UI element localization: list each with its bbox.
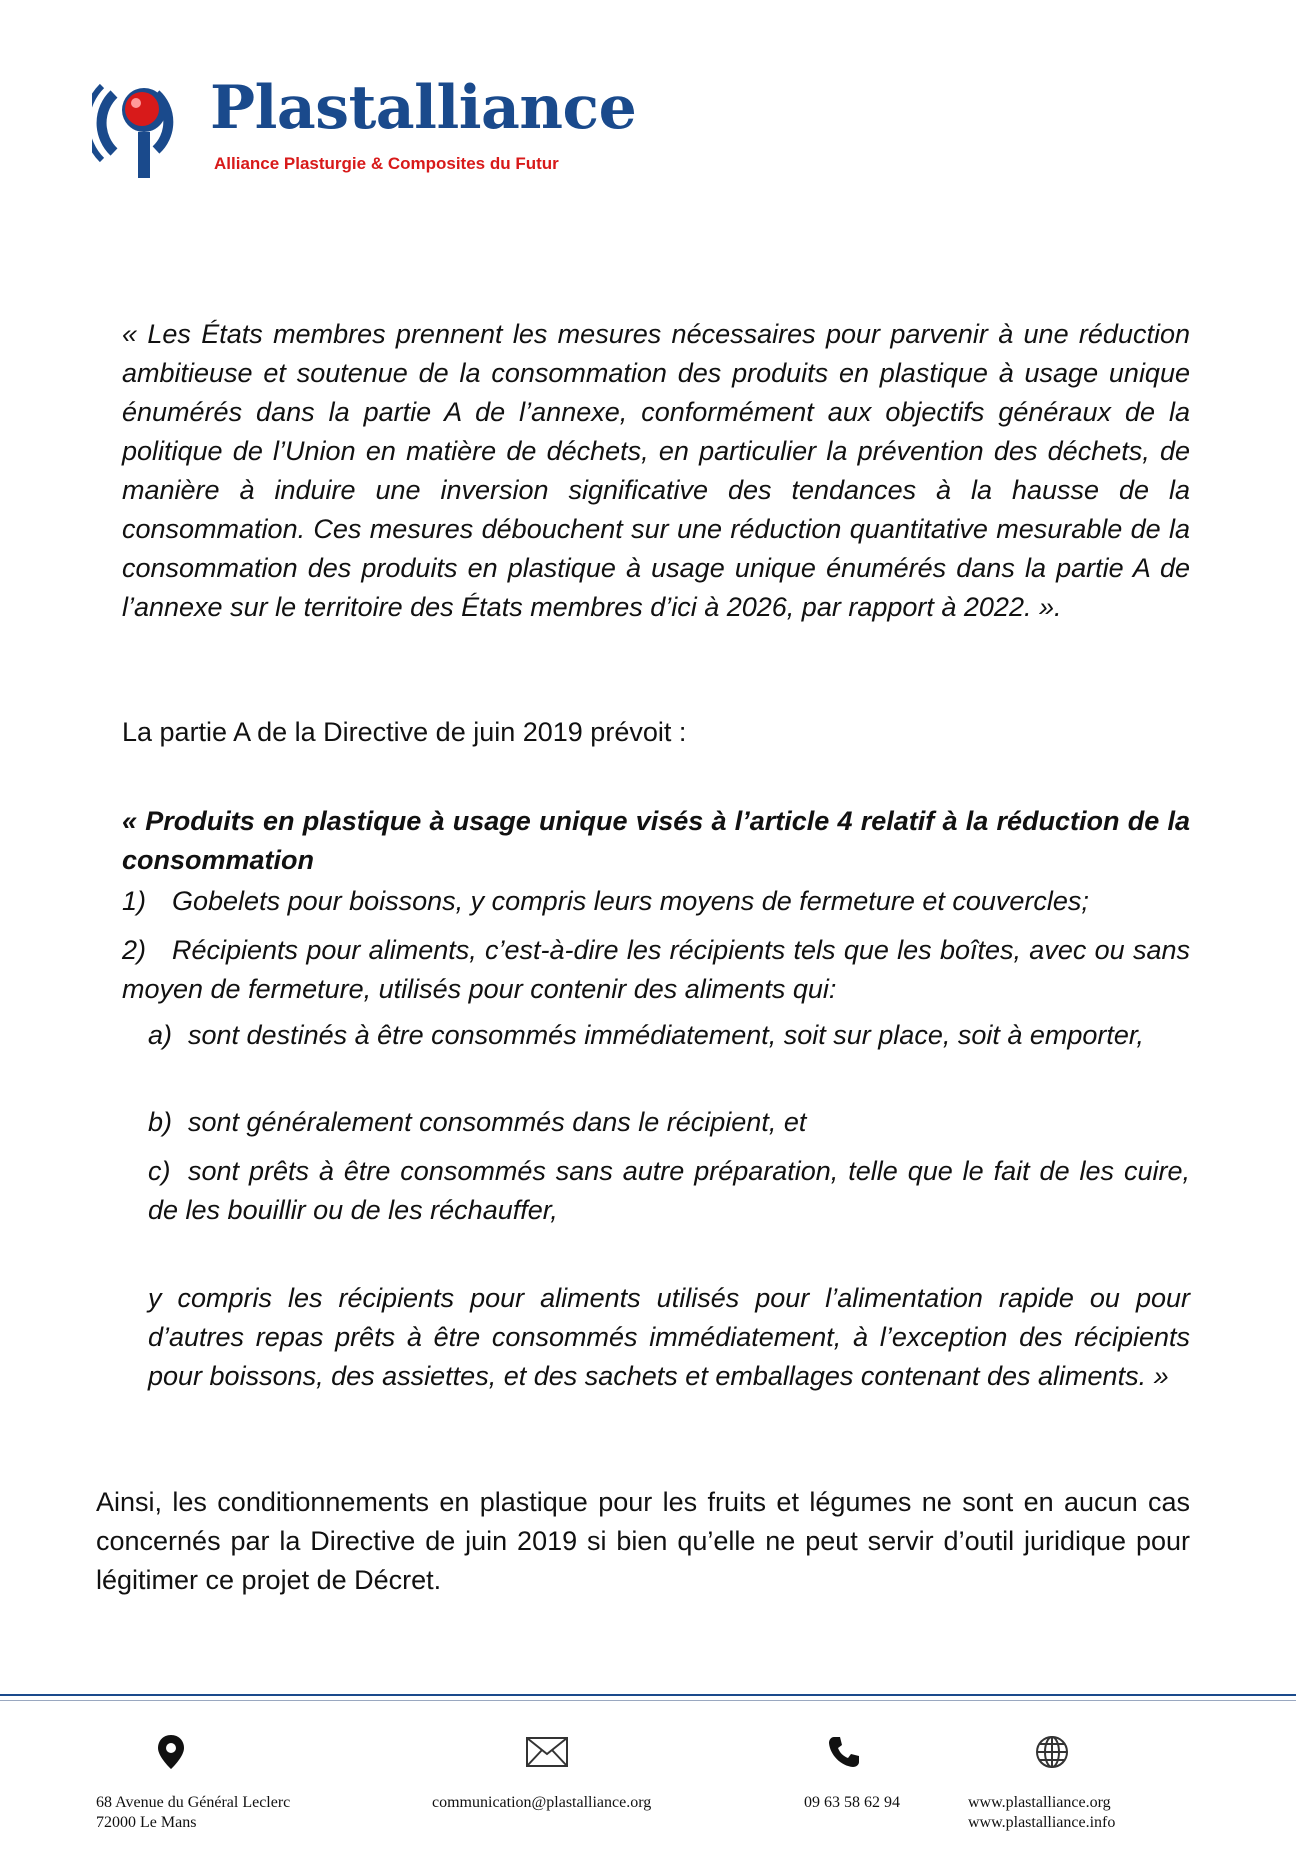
list-item-2 [122, 931, 1190, 1009]
footer-email[interactable] [432, 1793, 651, 1813]
list-item-number: 1) [122, 886, 147, 916]
list-item-1 [122, 882, 1190, 921]
globe-icon [1030, 1730, 1074, 1774]
sub-item-c [148, 1152, 1190, 1230]
sub-item-text: sont généralement consommés dans le récipient, et [188, 1107, 807, 1137]
footer-divider-thin [0, 1700, 1296, 1701]
list-item-text: Gobelets pour boissons, y compris leurs moyens de fermeture et couvercles; [172, 886, 1089, 916]
logo-tagline: Alliance Plasturgie & Composites du Futur [214, 154, 559, 173]
phone-number[interactable]: 09 63 58 62 94 [804, 1794, 900, 1811]
email-link[interactable]: communication@plastalliance.org [432, 1794, 652, 1811]
envelope-icon [525, 1730, 569, 1774]
conclusion-paragraph: Ainsi, les conditionnements en plastique pour les fruits et légumes ne sont en aucun cas concernés par la Directive de juin 2019 si bien qu’elle ne peut servir d’outil juridique pour légitimer ce projet de Décret. [96, 1487, 1190, 1595]
sub-item-label: b) [148, 1107, 173, 1137]
sub-item-label: a) [148, 1020, 173, 1050]
website-link-org[interactable]: www.plastalliance.org [968, 1794, 1111, 1811]
annex-part-a-heading: « Produits en plastique à usage unique visés à l’article 4 relatif à la réduction de la consommation [122, 806, 1190, 875]
phone-icon [822, 1730, 866, 1774]
quote-closing: y compris les récipients pour aliments utilisés pour l’alimentation rapide ou pour d’autres repas prêts à être consommés immédiatement, à l’exception des récipients pour boissons, des assiettes, et des sachets et emballages contenant des aliments. » [148, 1283, 1190, 1391]
intro-paragraph: La partie A de la Directive de juin 2019 prévoit : [122, 717, 687, 747]
location-pin-icon [149, 1730, 193, 1774]
quote-article-4: « Les États membres prennent les mesures nécessaires pour parvenir à une réduction ambitieuse et soutenue de la consommation des produits en plastique à usage unique énumérés dans la partie A de l’annexe, conformément aux objectifs généraux de la politique de l’Union en matière de déchets, en particulier la prévention des déchets, de manière à induire une inversion significative des tendances à la hausse de la consommation. Ces mesures débouchent sur une réduction quantitative mesurable de la consommation des produits en plastique à usage unique énumérés dans la partie A de l’annexe sur le territoire des États membres d’ici à 2026, par rapport à 2022. ». [122, 319, 1190, 622]
list-item-number: 2) [122, 935, 147, 965]
footer-address [96, 1793, 290, 1833]
footer-websites [968, 1793, 1115, 1833]
footer-phone[interactable] [804, 1793, 900, 1813]
sub-item-text: sont prêts à être consommés sans autre préparation, telle que le fait de les cuire, de les bouillir ou de les réchauffer, [148, 1156, 1190, 1225]
logo-name: Plastalliance [210, 73, 637, 143]
website-link-info[interactable]: www.plastalliance.info [968, 1814, 1116, 1831]
address-line-1: 68 Avenue du Général Leclerc [96, 1794, 291, 1811]
sub-item-text: sont destinés à être consommés immédiatement, soit sur place, soit à emporter, [188, 1020, 1144, 1050]
address-line-2: 72000 Le Mans [96, 1814, 197, 1831]
sub-item-a [148, 1016, 1190, 1055]
footer-divider [0, 1694, 1296, 1696]
logo [92, 73, 637, 184]
list-item-text: Récipients pour aliments, c’est-à-dire les récipients tels que les boîtes, avec ou sans moyen de fermeture, utilisés pour contenir des aliments qui: [122, 935, 1190, 1004]
sub-item-label: c) [148, 1156, 171, 1186]
logo-mark-icon [92, 74, 202, 184]
sub-item-b [148, 1103, 1190, 1142]
